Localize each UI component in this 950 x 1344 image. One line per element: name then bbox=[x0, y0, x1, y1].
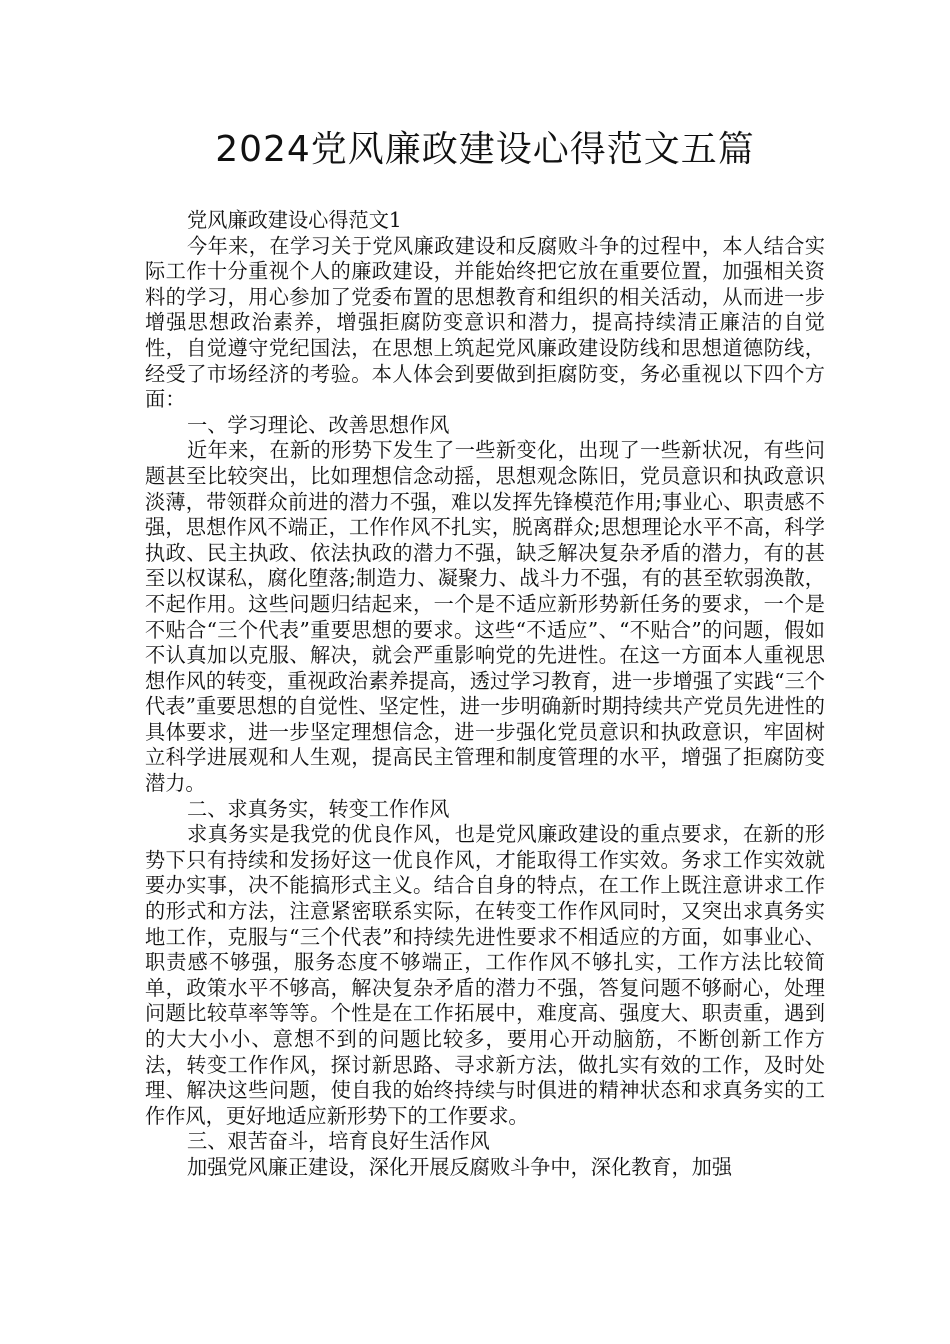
section1-heading: 一、学习理论、改善思想作风 bbox=[187, 412, 450, 437]
section3-heading: 三、艰苦奋斗，培育良好生活作风 bbox=[187, 1129, 490, 1154]
intro-paragraph: 今年来，在学习关于党风廉政建设和反腐败斗争的过程中，本人结合实际工作十分重视个人的廉政建设，并能始终把它放在重要位置，加强相关资料的学习，用心参加了党委布置的思想教育和组织的相关活动，从而进一步增强思想政治素养，增强拒腐防变意识和潜力，提高持续清正廉洁的自觉性，自觉遵守党纪国法，在思想上筑起党风廉政建设防线和思想道德防线，经受了市场经济的考验。本人体会到要做到拒腐防变，务必重视以下四个方面： bbox=[145, 233, 825, 412]
section2-paragraph: 求真务实是我党的优良作风，也是党风廉政建设的重点要求，在新的形势下只有持续和发扬好这一优良作风，才能取得工作实效。务求工作实效就要办实事，决不能搞形式主义。结合自身的特点，在工作上既注意讲求工作的形式和方法，注意紧密联系实际，在转变工作作风同时，又突出求真务实地工作，克服与“三个代表”和持续先进性要求不相适应的方面，如事业心、职责感不够强，服务态度不够端正，工作作风不够扎实，工作方法比较简单，政策水平不够高，解决复杂矛盾的潜力不强，答复问题不够耐心，处理问题比较草率等等。个性是在工作拓展中，难度高、强度大、职责重，遇到的大大小小、意想不到的问题比较多，要用心开动脑筋，不断创新工作方法，转变工作作风，探讨新思路、寻求新方法，做扎实有效的工作，及时处理、解决这些问题，使自我的始终持续与时俱进的精神状态和求真务实的工作作风，更好地适应新形势下的工作要求。 bbox=[145, 822, 825, 1128]
section3-paragraph: 加强党风廉正建设，深化开展反腐败斗争中，深化教育，加强 bbox=[187, 1154, 733, 1179]
section1-paragraph: 近年来，在新的形势下发生了一些新变化，出现了一些新状况，有些问题甚至比较突出，比如理想信念动摇，思想观念陈旧，党员意识和执政意识淡薄，带领群众前进的潜力不强，难以发挥先锋模范作用;事业心、职责感不强，思想作风不端正，工作作风不扎实，脱离群众;思想理论水平不高，科学执政、民主执政、依法执政的潜力不强，缺乏解决复杂矛盾的潜力，有的甚至以权谋私，腐化堕落;制造力、凝聚力、战斗力不强，有的甚至软弱涣散，不起作用。这些问题归结起来，一个是不适应新形势新任务的要求，一个是不贴合“三个代表”重要思想的要求。这些“不适应”、“不贴合”的问题，假如不认真加以克服、解决，就会严重影响党的先进性。在这一方面本人重视思想作风的转变，重视政治素养提高，透过学习教育，进一步增强了实践“三个代表”重要思想的自觉性、坚定性，进一步明确新时期持续共产党员先进性的具体要求，进一步坚定理想信念，进一步强化党员意识和执政意识，牢固树立科学进展观和人生观，提高民主管理和制度管理的水平，增强了拒腐防变潜力。 bbox=[145, 438, 825, 796]
document-title: 2024党风廉政建设心得范文五篇 bbox=[215, 129, 755, 170]
article-subtitle: 党风廉政建设心得范文1 bbox=[187, 208, 402, 232]
section2-heading: 二、求真务实，转变工作作风 bbox=[187, 796, 450, 821]
document-page bbox=[145, 120, 825, 1181]
